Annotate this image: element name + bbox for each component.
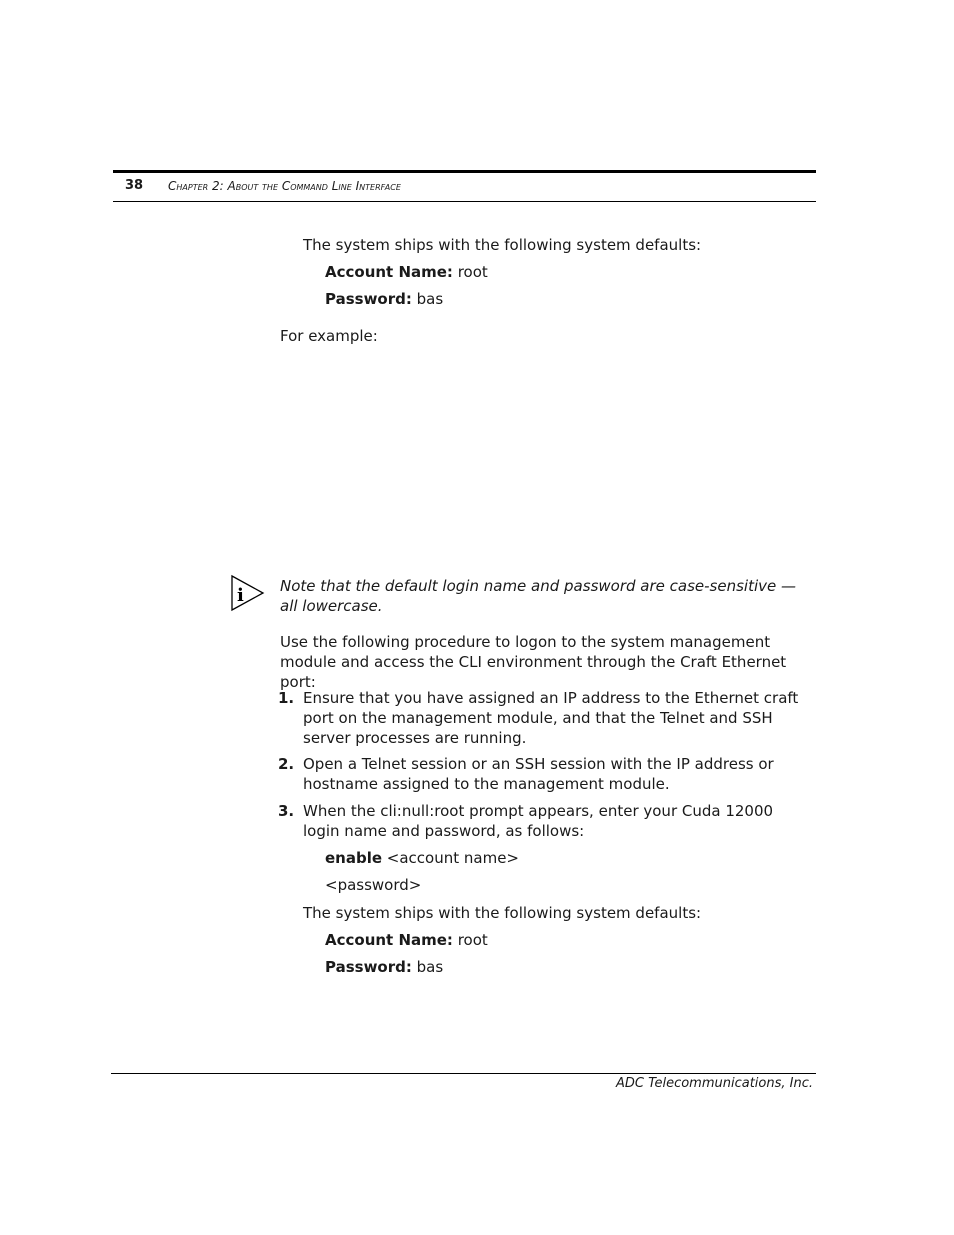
enable-command xyxy=(325,848,519,868)
command-arg: <account name> xyxy=(382,849,520,867)
password-value: bas xyxy=(411,290,444,308)
info-icon xyxy=(230,574,266,612)
footer-company: ADC Telecommunications, Inc. xyxy=(616,1076,813,1091)
chapter-title: Chapter 2: About the Command Line Interface xyxy=(168,179,401,193)
password-value: bas xyxy=(411,958,444,976)
header-rule-thick xyxy=(113,170,816,173)
note-text: Note that the default login name and password are case-sensitive — all lowercase. xyxy=(280,577,796,615)
defaults-intro: The system ships with the following system defaults: xyxy=(303,236,702,254)
account-name-label: Account Name: xyxy=(325,931,453,949)
step-number: 2. xyxy=(278,755,295,773)
procedure-intro: Use the following procedure to logon to the system management module and access the CLI environment through the Craft Ethernet port: xyxy=(280,633,787,691)
footer-rule xyxy=(111,1073,816,1074)
account-name-value: root xyxy=(452,263,488,281)
password-prompt: <password> xyxy=(325,876,422,894)
command-keyword: enable xyxy=(325,849,383,867)
header-rule-thin xyxy=(113,201,816,202)
svg-text:i: i xyxy=(237,585,244,606)
for-example-label: For example: xyxy=(280,327,378,345)
page-number: 38 xyxy=(125,178,144,193)
account-name-value: root xyxy=(452,931,488,949)
password-label: Password: xyxy=(325,958,412,976)
step-text: Open a Telnet session or an SSH session with the IP address or hostname assigned to the management module. xyxy=(303,755,774,793)
step-text: Ensure that you have assigned an IP address to the Ethernet craft port on the management module, and that the Telnet and SSH server processes are running. xyxy=(303,689,799,747)
step-text: When the cli:null:root prompt appears, enter your Cuda 12000 login name and password, as follows: xyxy=(303,802,774,840)
step-number: 3. xyxy=(278,802,295,820)
password-label: Password: xyxy=(325,290,412,308)
defaults-intro: The system ships with the following system defaults: xyxy=(303,904,702,922)
account-name-line xyxy=(325,930,488,950)
account-name-line xyxy=(325,262,488,282)
step-number: 1. xyxy=(278,689,295,707)
account-name-label: Account Name: xyxy=(325,263,453,281)
password-line xyxy=(325,957,443,977)
password-line xyxy=(325,289,443,309)
